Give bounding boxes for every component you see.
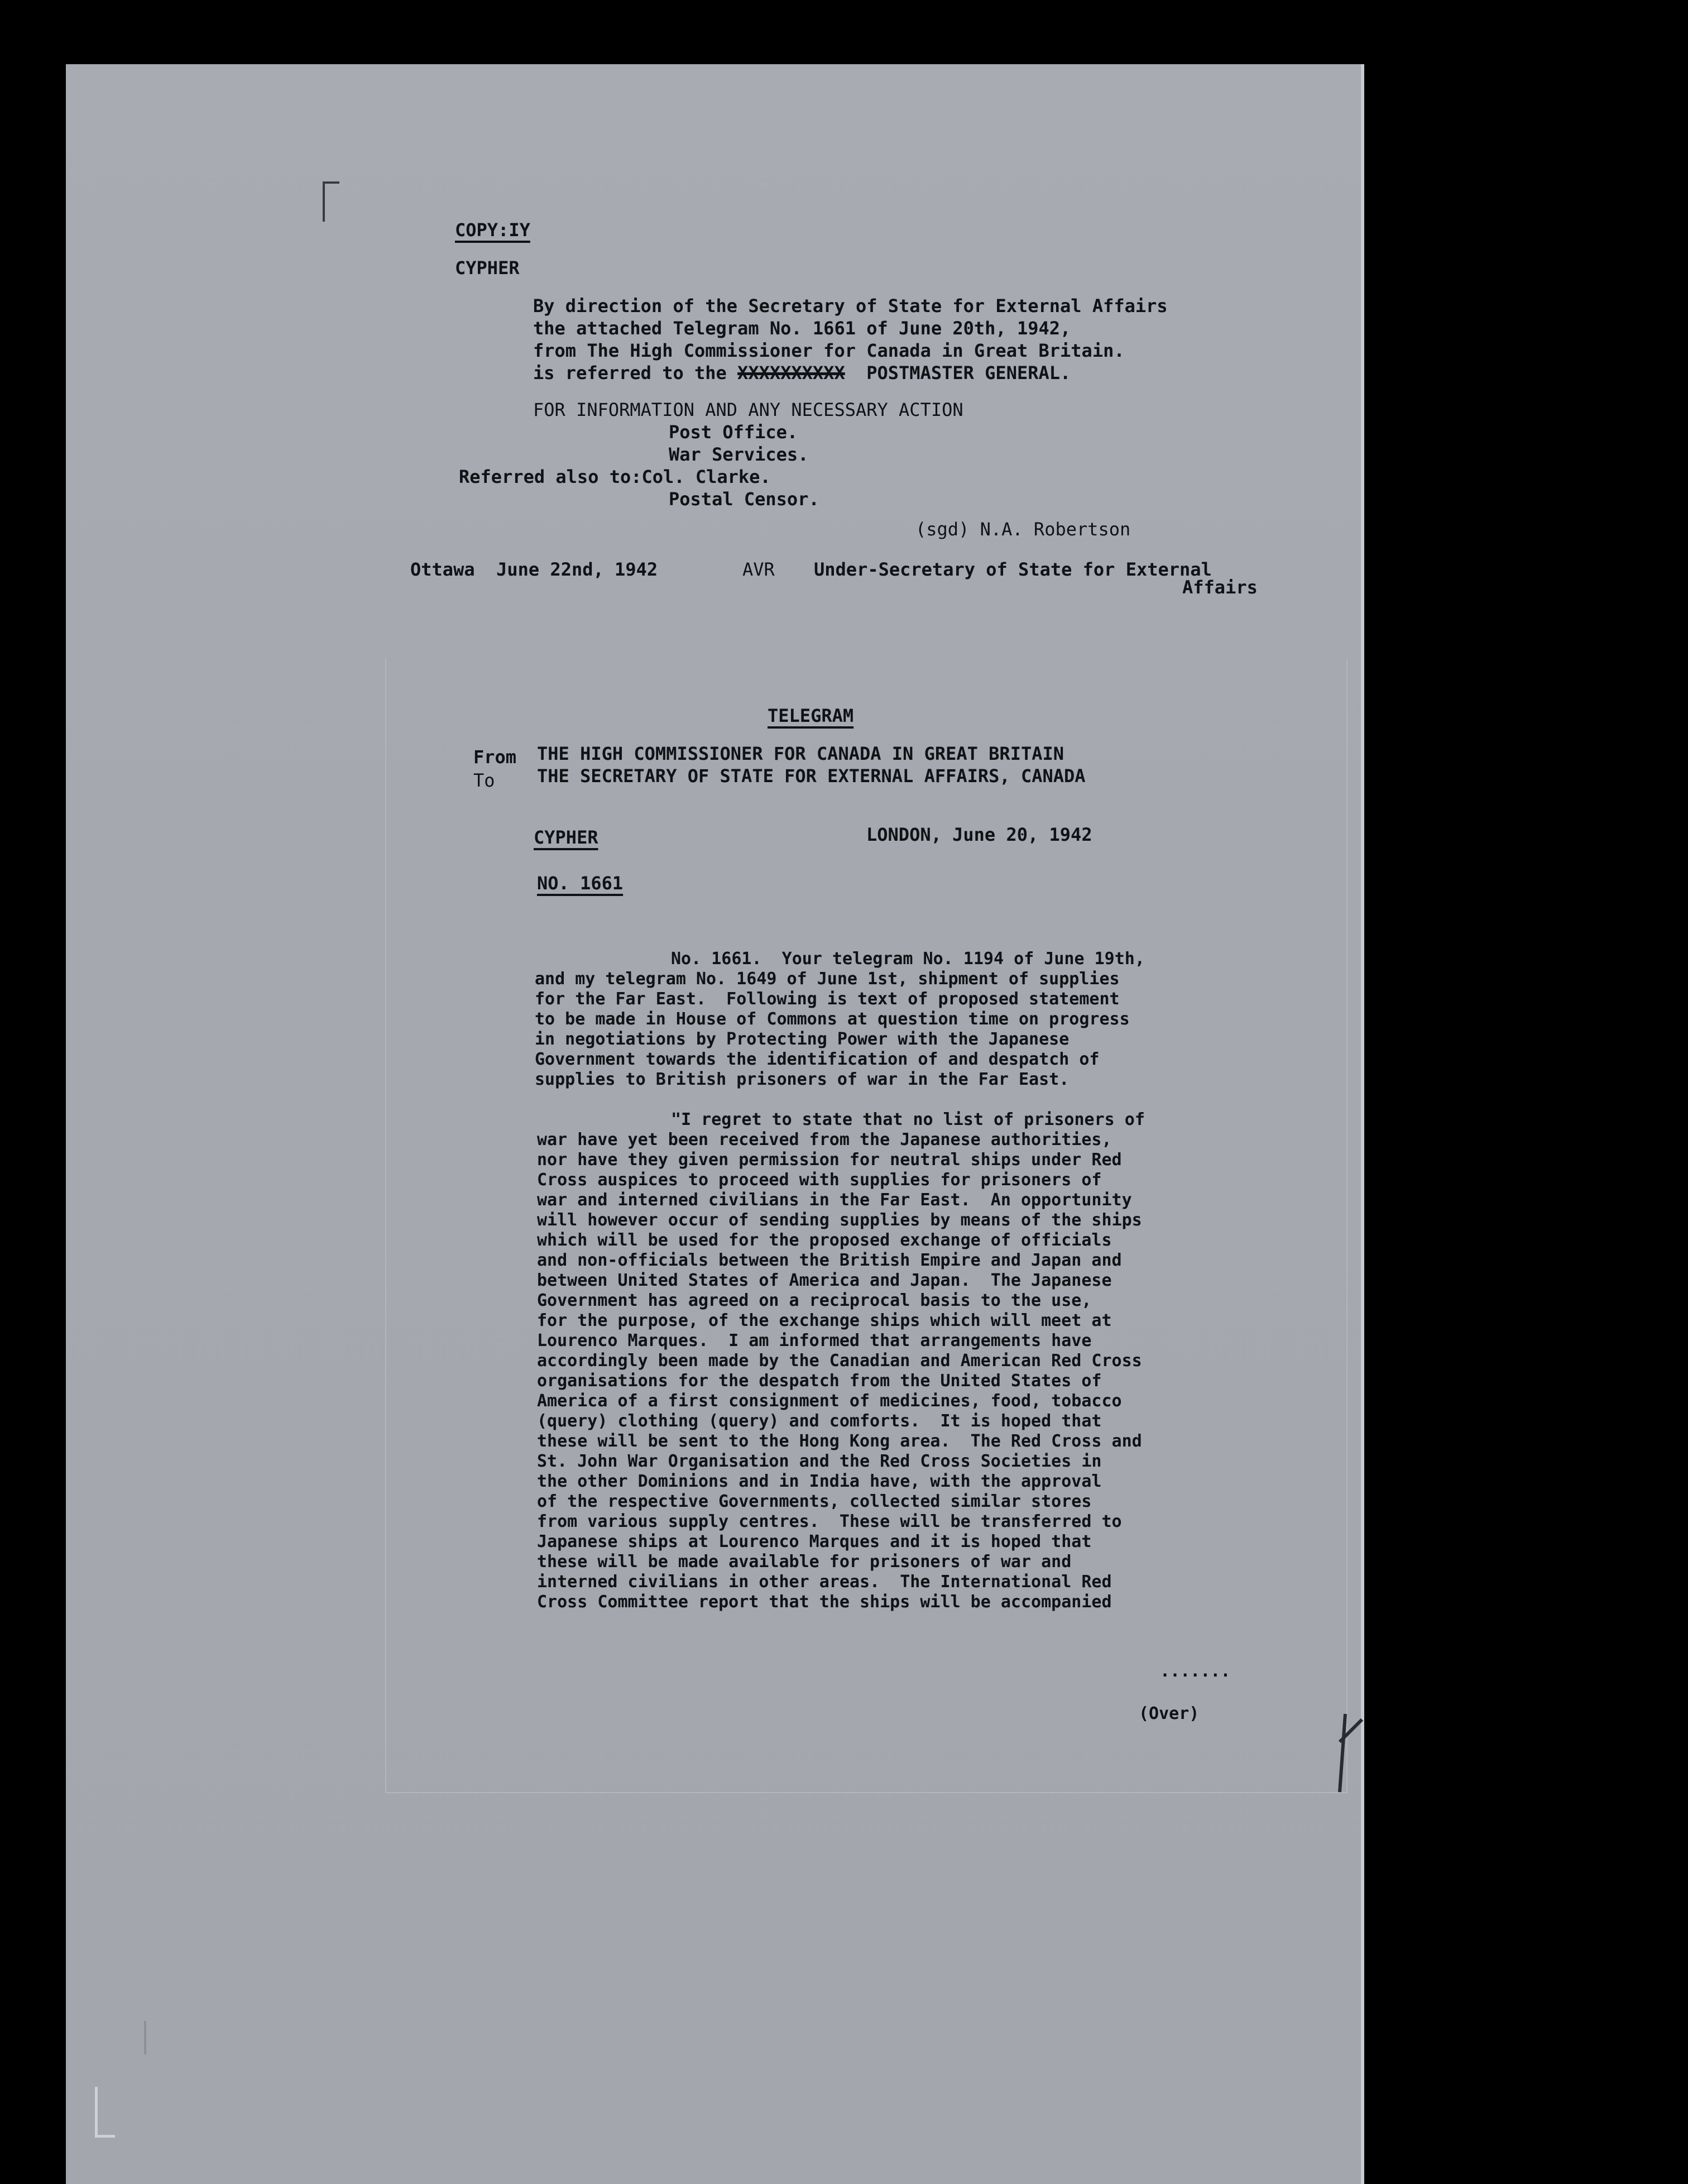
crop-mark-bottom-left-h: [95, 2135, 115, 2138]
action-item-postal-censor: Postal Censor.: [669, 488, 819, 510]
cover-title-line-2: Affairs: [1182, 577, 1258, 598]
paragraph-line: Lourenco Marques. I am informed that arrangements have: [537, 1331, 1092, 1350]
from-value: THE HIGH COMMISSIONER FOR CANADA IN GREAT BRITAIN: [537, 743, 1064, 764]
telegram-place-date: LONDON, June 20, 1942: [866, 824, 1092, 845]
paragraph-line: supplies to British prisoners of war in the Far East.: [535, 1070, 1070, 1089]
cover-initials: AVR: [742, 559, 775, 580]
telegram-heading: TELEGRAM: [768, 705, 854, 726]
paragraph-line: and non-officials between the British Empire and Japan and: [537, 1251, 1122, 1270]
from-label: From: [473, 746, 517, 768]
paragraph-line: between United States of America and Japan. The Japanese: [537, 1271, 1112, 1290]
paragraph-line: (query) clothing (query) and comforts. It is hoped that: [537, 1411, 1102, 1431]
struck-out-text: XXXXXXXXXX: [737, 362, 845, 384]
action-item-post-office: Post Office.: [669, 422, 798, 443]
crop-mark-bottom-left: [95, 2087, 98, 2137]
action-heading: FOR INFORMATION AND ANY NECESSARY ACTION: [533, 399, 963, 420]
referral-line-1: By direction of the Secretary of State for External Affairs: [533, 295, 1168, 317]
paragraph-line: Cross auspices to proceed with supplies for prisoners of: [537, 1170, 1102, 1190]
page-edge: [1361, 64, 1364, 2184]
paragraph-line: accordingly been made by the Canadian and American Red Cross: [537, 1351, 1142, 1371]
paragraph-line: these will be made available for prisoners of war and: [537, 1552, 1072, 1572]
cover-place-date: Ottawa June 22nd, 1942: [410, 559, 658, 580]
referral-recipient: POSTMASTER GENERAL.: [845, 362, 1071, 384]
paragraph-line: in negotiations by Protecting Power with the Japanese: [535, 1029, 1070, 1049]
paragraph-line: Government towards the identification of and despatch of: [535, 1050, 1100, 1069]
paragraph-line: Cross Committee report that the ships will be accompanied: [537, 1592, 1112, 1612]
to-label: To: [473, 770, 495, 791]
paragraph-line: Government has agreed on a reciprocal basis to the use,: [537, 1291, 1092, 1310]
copy-label: COPY:IY: [455, 219, 530, 241]
paragraph-line: of the respective Governments, collected similar stores: [537, 1492, 1092, 1511]
paragraph-line: war have yet been received from the Japanese authorities,: [537, 1130, 1112, 1150]
paragraph-line: war and interned civilians in the Far East. An opportunity: [537, 1190, 1132, 1210]
paragraph-line: for the purpose, of the exchange ships which will meet at: [537, 1311, 1112, 1330]
crop-mark-top-left: [323, 181, 325, 222]
paragraph-line: to be made in House of Commons at question time on progress: [535, 1009, 1130, 1029]
crop-mark-lower-left: [144, 2021, 146, 2054]
referral-prefix: is referred to the: [533, 362, 738, 384]
paragraph-line: "I regret to state that no list of prisoners of: [671, 1110, 1145, 1129]
signature-line: (sgd) N.A. Robertson: [915, 519, 1131, 540]
paragraph-line: America of a first consignment of medicines, food, tobacco: [537, 1391, 1122, 1411]
paragraph-line: these will be sent to the Hong Kong area. The Red Cross and: [537, 1431, 1142, 1451]
referral-line-2: the attached Telegram No. 1661 of June 20th, 1942,: [533, 318, 1071, 339]
referral-line-4: [533, 362, 1071, 384]
over-label: (Over): [1139, 1704, 1200, 1723]
paragraph-line: which will be used for the proposed exchange of officials: [537, 1230, 1112, 1250]
paragraph-line: nor have they given permission for neutral ships under Red: [537, 1150, 1122, 1170]
paragraph-line: No. 1661. Your telegram No. 1194 of June 19th,: [671, 949, 1145, 969]
paragraph-line: the other Dominions and in India have, with the approval: [537, 1472, 1102, 1491]
referred-also-line: Referred also to:Col. Clarke.: [459, 466, 771, 487]
to-value: THE SECRETARY OF STATE FOR EXTERNAL AFFAIRS, CANADA: [537, 765, 1086, 787]
paragraph-line: organisations for the despatch from the United States of: [537, 1371, 1102, 1391]
paragraph-line: will however occur of sending supplies by means of the ships: [537, 1210, 1142, 1230]
paragraph-line: for the Far East. Following is text of proposed statement: [535, 989, 1120, 1009]
pencil-mark-icon: [1323, 1708, 1368, 1798]
continuation-dots: .......: [1160, 1661, 1231, 1681]
paragraph-line: from various supply centres. These will be transferred to: [537, 1512, 1122, 1531]
cypher-label: CYPHER: [455, 257, 520, 279]
telegram-cypher: CYPHER: [534, 827, 598, 848]
cover-title-line-1: Under-Secretary of State for External: [814, 559, 1212, 580]
crop-mark-top-left-h: [323, 181, 339, 184]
action-item-war-services: War Services.: [669, 444, 809, 465]
paragraph-line: interned civilians in other areas. The International Red: [537, 1572, 1112, 1592]
referral-line-3: from The High Commissioner for Canada in Great Britain.: [533, 340, 1125, 361]
paragraph-line: St. John War Organisation and the Red Cross Societies in: [537, 1452, 1102, 1471]
paragraph-line: and my telegram No. 1649 of June 1st, shipment of supplies: [535, 969, 1120, 989]
paragraph-line: Japanese ships at Lourenco Marques and it is hoped that: [537, 1532, 1092, 1551]
telegram-number: NO. 1661: [537, 873, 624, 894]
